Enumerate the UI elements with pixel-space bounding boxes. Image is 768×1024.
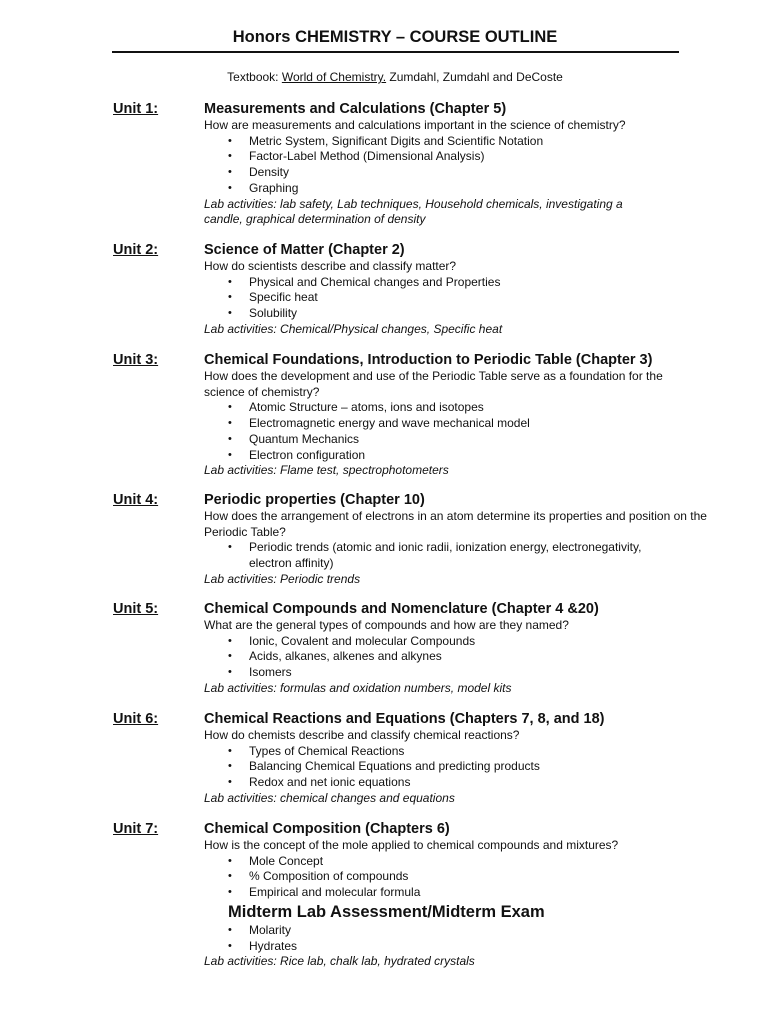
unit-question: How is the concept of the mole applied to chemical compounds and mixtures? (204, 838, 619, 852)
topic-list (204, 540, 679, 571)
lab-activities: Lab activities: formulas and oxidation numbers, model kits (204, 680, 512, 695)
topic-item: • Electromagnetic energy and wave mechanical model (249, 416, 724, 432)
unit-heading: Science of Matter (Chapter 2) (204, 242, 405, 258)
topic-item: • Periodic trends (atomic and ionic radii, ionization energy, electronegativity, electron affinity) (249, 540, 679, 571)
topic-item: • Mole Concept (249, 854, 724, 870)
topic-item: • Isomers (249, 665, 724, 681)
lab-activities: Lab activities: Chemical/Physical changes, Specific heat (204, 321, 503, 336)
topic-item: • Physical and Chemical changes and Properties (249, 275, 724, 291)
topic-item: • Molarity (249, 923, 724, 939)
unit-label: Unit 2: (113, 242, 159, 258)
unit-heading: Chemical Foundations, Introduction to Periodic Table (Chapter 3) (204, 352, 653, 368)
topic-item: • Metric System, Significant Digits and Scientific Notation (249, 134, 724, 150)
topic-item: • Electron configuration (249, 448, 724, 464)
topic-list (204, 134, 724, 197)
topic-item: • Solubility (249, 306, 724, 322)
unit-heading: Periodic properties (Chapter 10) (204, 492, 425, 508)
unit-label: Unit 7: (113, 821, 159, 837)
lab-activities: Lab activities: chemical changes and equations (204, 790, 455, 805)
lab-activities: Lab activities: Periodic trends (204, 571, 361, 586)
topic-item: • Factor-Label Method (Dimensional Analysis) (249, 149, 724, 165)
midterm-heading: Midterm Lab Assessment/Midterm Exam (228, 902, 545, 921)
textbook-line (0, 70, 768, 84)
textbook-title: World of Chemistry. (281, 70, 387, 84)
lab-activities: Lab activities: Rice lab, chalk lab, hydrated crystals (204, 954, 475, 969)
unit-heading: Chemical Compounds and Nomenclature (Chapter 4 &20) (204, 601, 599, 617)
topic-item: • Ionic, Covalent and molecular Compounds (249, 634, 724, 650)
topic-item: • Empirical and molecular formula (249, 885, 724, 901)
unit-label: Unit 4: (113, 492, 159, 508)
topic-item: • Balancing Chemical Equations and predicting products (249, 759, 724, 775)
unit-label: Unit 5: (113, 601, 159, 617)
unit-content (204, 710, 724, 807)
topic-list (204, 854, 724, 901)
topic-item: • Density (249, 165, 724, 181)
unit-heading: Chemical Composition (Chapters 6) (204, 821, 450, 837)
topic-item: • Quantum Mechanics (249, 432, 724, 448)
topic-item: • Acids, alkanes, alkenes and alkynes (249, 649, 724, 665)
topic-item: • Atomic Structure – atoms, ions and isotopes (249, 400, 724, 416)
page-title: Honors CHEMISTRY – COURSE OUTLINE (232, 28, 558, 46)
topic-item: • Specific heat (249, 290, 724, 306)
unit-heading: Measurements and Calculations (Chapter 5) (204, 101, 507, 117)
unit-label: Unit 1: (113, 101, 159, 117)
topic-item: • Redox and net ionic equations (249, 775, 724, 791)
topic-list (204, 634, 724, 681)
unit-label: Unit 6: (113, 711, 159, 727)
textbook-prefix: Textbook: (227, 70, 282, 84)
topic-list (204, 400, 724, 463)
topic-list (204, 275, 724, 322)
topic-item: • % Composition of compounds (249, 869, 724, 885)
lab-activities: Lab activities: Flame test, spectrophotometers (204, 463, 449, 478)
lab-activities: Lab activities: lab safety, Lab techniques, Household chemicals, investigating a candle, graphical determination of density (204, 196, 623, 227)
title-underline (112, 51, 679, 53)
topic-item: • Types of Chemical Reactions (249, 744, 724, 760)
unit-question: How does the arrangement of electrons in an atom determine its properties and position on the Periodic Table? (204, 509, 707, 539)
unit-question: What are the general types of compounds and how are they named? (204, 618, 569, 632)
unit-heading: Chemical Reactions and Equations (Chapters 7, 8, and 18) (204, 711, 605, 727)
unit-content (204, 241, 724, 338)
textbook-authors: Zumdahl, Zumdahl and DeCoste (386, 70, 563, 84)
unit-content (204, 100, 724, 228)
unit-content (204, 820, 724, 970)
unit-question: How do chemists describe and classify chemical reactions? (204, 728, 520, 742)
topic-list (204, 744, 724, 791)
unit-content (204, 351, 724, 479)
unit-label: Unit 3: (113, 352, 159, 368)
topic-item: • Hydrates (249, 939, 724, 955)
topic-item: • Graphing (249, 181, 724, 197)
topic-list (204, 923, 724, 954)
unit-content (204, 491, 724, 588)
unit-question: How are measurements and calculations important in the science of chemistry? (204, 118, 626, 132)
unit-question: How does the development and use of the Periodic Table serve as a foundation for the science of chemistry? (204, 369, 663, 399)
unit-question: How do scientists describe and classify matter? (204, 259, 457, 273)
unit-content (204, 600, 724, 697)
